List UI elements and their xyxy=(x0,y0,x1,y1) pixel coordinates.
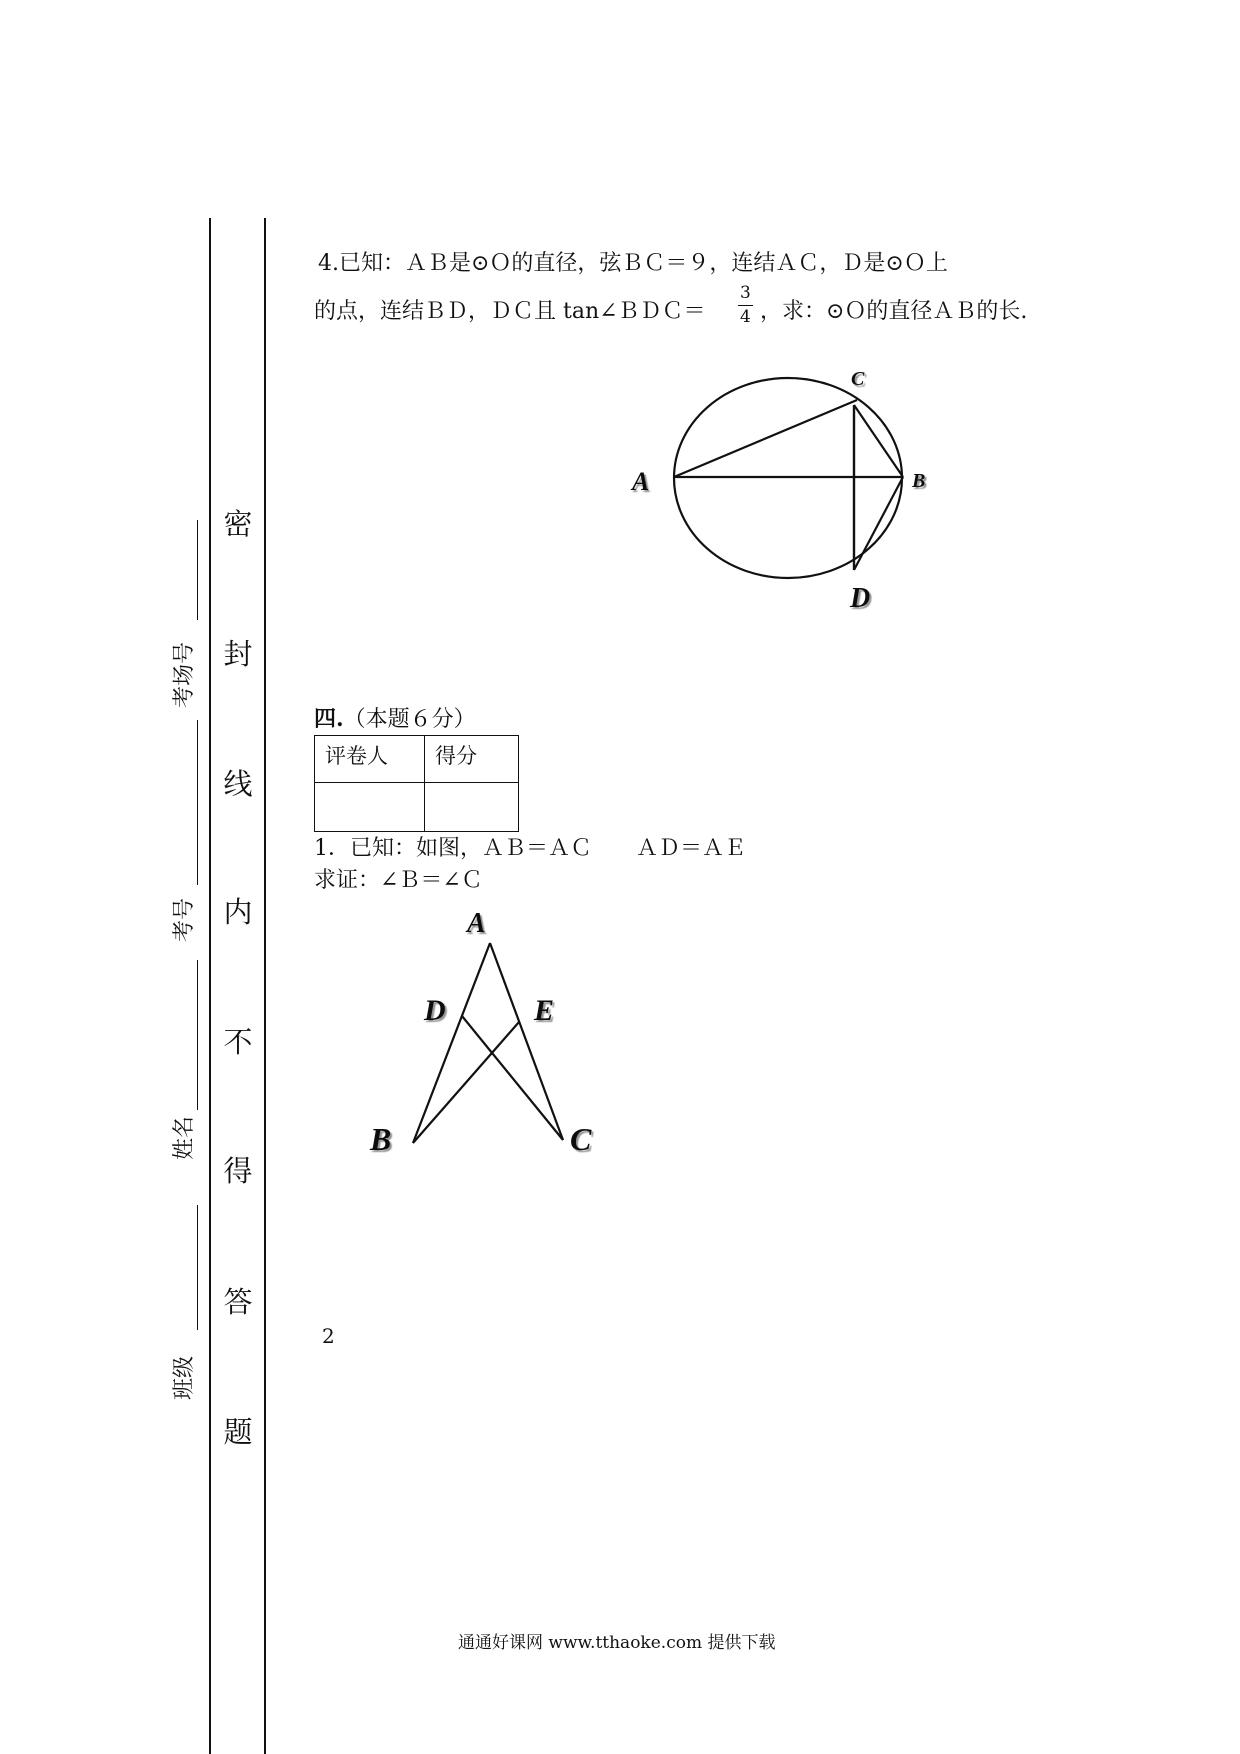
segment-db xyxy=(854,477,903,570)
margin-line-inner xyxy=(264,218,266,1754)
q4-fraction-numerator: 3 xyxy=(740,283,751,303)
seal-char: 内 xyxy=(223,895,253,929)
exam-room-line xyxy=(197,520,198,620)
q4-line2-end: ，求：⊙Ｏ的直径ＡＢ的长. xyxy=(760,299,1028,324)
q4-line1: 4.已知：ＡＢ是⊙Ｏ的直径，弦ＢＣ＝９，连结ＡＣ，Ｄ是⊙Ｏ上 xyxy=(318,251,948,276)
segment-eb xyxy=(413,1022,519,1143)
margin-line-outer xyxy=(209,218,211,1754)
class-label: 班级 xyxy=(172,1355,197,1400)
label-e: E xyxy=(534,994,555,1027)
exam-room-label: 考场号 xyxy=(172,641,197,708)
s4-q1-line1: 1．已知：如图，ＡＢ＝ＡＣ ＡＤ＝ＡＥ xyxy=(314,836,746,861)
score-header: 得分 xyxy=(425,736,519,783)
section4-heading xyxy=(314,708,476,731)
seal-char: 不 xyxy=(223,1025,253,1059)
section4-heading-number: 四. xyxy=(314,706,344,732)
q4-fraction xyxy=(738,285,753,326)
label-a: A xyxy=(632,467,650,496)
grader-header: 评卷人 xyxy=(315,736,425,783)
name-label: 姓名 xyxy=(172,1115,197,1160)
s4-q1-line2: 求证：∠Ｂ＝∠Ｃ xyxy=(314,868,483,893)
grader-cell[interactable] xyxy=(315,783,425,832)
score-cell[interactable] xyxy=(425,783,519,832)
circle-figure xyxy=(620,355,950,635)
page-number: 2 xyxy=(322,1324,335,1348)
seal-char: 题 xyxy=(223,1415,253,1449)
section4-heading-score: （本题６分） xyxy=(343,707,476,732)
label-a: A xyxy=(467,908,486,939)
q4-fraction-denominator: 4 xyxy=(740,307,751,327)
exam-number-label: 考号 xyxy=(172,897,197,942)
seal-char: 密 xyxy=(223,507,253,541)
segment-ab xyxy=(413,943,490,1143)
footer-credit: 通通好课网 www.tthaoke.com 提供下载 xyxy=(458,1633,776,1653)
label-c: C xyxy=(570,1121,592,1157)
seal-char: 线 xyxy=(223,767,253,801)
seal-char: 得 xyxy=(223,1154,253,1188)
label-b: B xyxy=(370,1121,392,1157)
name-line xyxy=(197,960,198,1110)
triangle-figure xyxy=(360,900,620,1175)
seal-char: 封 xyxy=(223,637,253,671)
label-b: B xyxy=(912,470,926,492)
class-line xyxy=(197,1205,198,1330)
grading-table xyxy=(314,735,519,832)
label-d: D xyxy=(424,994,446,1027)
label-c: C xyxy=(851,368,865,390)
segment-dc xyxy=(462,1016,563,1140)
exam-number-line xyxy=(197,720,198,885)
seal-char: 答 xyxy=(223,1285,253,1319)
q4-line2-start: 的点，连结ＢＤ，ＤＣ且 tan∠ＢＤＣ＝ xyxy=(314,299,706,324)
label-d: D xyxy=(850,583,871,614)
